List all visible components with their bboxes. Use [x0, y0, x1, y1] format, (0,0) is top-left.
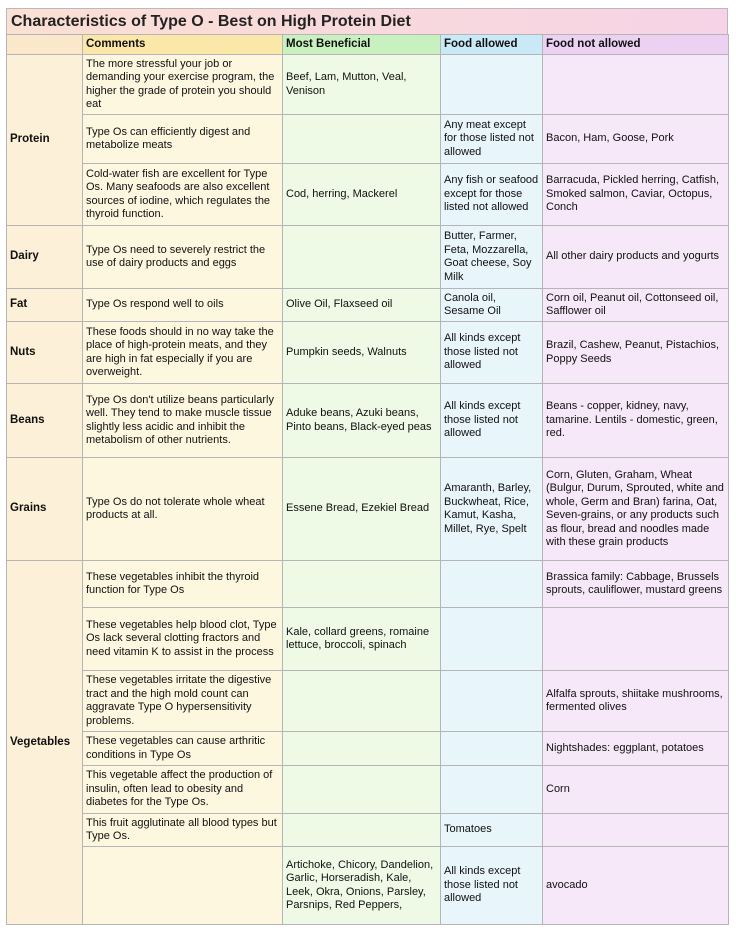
- category-beans: Beans: [7, 384, 83, 458]
- most-beneficial-cell: Beef, Lam, Mutton, Veal, Venison: [283, 55, 441, 115]
- most-beneficial-cell: Pumpkin seeds, Walnuts: [283, 322, 441, 384]
- food-not-allowed-cell: All other dairy products and yogurts: [543, 226, 729, 289]
- header-category: [7, 35, 83, 55]
- table-row: [7, 115, 729, 164]
- food-not-allowed-cell: [543, 55, 729, 115]
- food-not-allowed-cell: Bacon, Ham, Goose, Pork: [543, 115, 729, 164]
- comment-cell: This fruit agglutinate all blood types but Type Os.: [83, 814, 283, 847]
- comment-cell: These vegetables inhibit the thyroid function for Type Os: [83, 561, 283, 608]
- most-beneficial-cell: [283, 226, 441, 289]
- comment-cell: Type Os do not tolerate whole wheat products at all.: [83, 458, 283, 561]
- table-row: [7, 458, 729, 561]
- food-not-allowed-cell: avocado: [543, 847, 729, 925]
- comment-cell: These vegetables irritate the digestive tract and the high mold count can aggravate Type O hypersensitivity problems.: [83, 671, 283, 732]
- food-not-allowed-cell: Corn, Gluten, Graham, Wheat (Bulgur, Durum, Sprouted, white and whole, Germ and Bran) farina, Oat, Seven-grains, or any products such as flour, bread and noodles made with these grain products: [543, 458, 729, 561]
- comment-cell: Type Os need to severely restrict the use of dairy products and eggs: [83, 226, 283, 289]
- food-allowed-cell: Amaranth, Barley, Buckwheat, Rice, Kamut, Kasha, Millet, Rye, Spelt: [441, 458, 543, 561]
- header-food-allowed: Food allowed: [441, 35, 543, 55]
- most-beneficial-cell: [283, 732, 441, 766]
- table-row: [7, 814, 729, 847]
- category-fat: Fat: [7, 289, 83, 322]
- food-allowed-cell: [441, 561, 543, 608]
- food-not-allowed-cell: Beans - copper, kidney, navy, tamarine. Lentils - domestic, green, red.: [543, 384, 729, 458]
- table-row: [7, 384, 729, 458]
- most-beneficial-cell: Essene Bread, Ezekiel Bread: [283, 458, 441, 561]
- food-not-allowed-cell: Barracuda, Pickled herring, Catfish, Smoked salmon, Caviar, Octopus, Conch: [543, 164, 729, 226]
- food-allowed-cell: [441, 766, 543, 814]
- most-beneficial-cell: [283, 671, 441, 732]
- table-row: [7, 766, 729, 814]
- header-row: [7, 35, 729, 55]
- most-beneficial-cell: Kale, collard greens, romaine lettuce, broccoli, spinach: [283, 608, 441, 671]
- category-nuts: Nuts: [7, 322, 83, 384]
- table-row: [7, 732, 729, 766]
- food-allowed-cell: Tomatoes: [441, 814, 543, 847]
- food-allowed-cell: All kinds except those listed not allowed: [441, 322, 543, 384]
- header-food-not-allowed: Food not allowed: [543, 35, 729, 55]
- most-beneficial-cell: [283, 766, 441, 814]
- diet-chart: [6, 8, 728, 940]
- comment-cell: Type Os don't utilize beans particularly well. They tend to make muscle tissue slightly less acidic and inhibit the metabolism of other nutrients.: [83, 384, 283, 458]
- most-beneficial-cell: Artichoke, Chicory, Dandelion, Garlic, Horseradish, Kale, Leek, Okra, Onions, Parsley, Parsnips, Red Peppers,: [283, 847, 441, 925]
- comment-cell: The more stressful your job or demanding your exercise program, the higher the grade of protein you should eat: [83, 55, 283, 115]
- comment-cell: This vegetable affect the production of insulin, often lead to obesity and diabetes for the Type Os.: [83, 766, 283, 814]
- chart-title: Characteristics of Type O - Best on High Protein Diet: [6, 8, 728, 34]
- header-most-beneficial: Most Beneficial: [283, 35, 441, 55]
- food-allowed-cell: [441, 55, 543, 115]
- table-row: [7, 55, 729, 115]
- category-protein: Protein: [7, 55, 83, 226]
- food-allowed-cell: Butter, Farmer, Feta, Mozzarella, Goat cheese, Soy Milk: [441, 226, 543, 289]
- food-allowed-cell: All kinds except those listed not allowed: [441, 384, 543, 458]
- category-vegetables: Vegetables: [7, 561, 83, 925]
- most-beneficial-cell: Cod, herring, Mackerel: [283, 164, 441, 226]
- category-dairy: Dairy: [7, 226, 83, 289]
- table-row: [7, 847, 729, 925]
- food-allowed-cell: All kinds except those listed not allowed: [441, 847, 543, 925]
- food-allowed-cell: Any fish or seafood except for those listed not allowed: [441, 164, 543, 226]
- table-row: [7, 164, 729, 226]
- table-row: [7, 671, 729, 732]
- comment-cell: These foods should in no way take the place of high-protein meats, and they are high in fat especially if you are overweight.: [83, 322, 283, 384]
- most-beneficial-cell: [283, 561, 441, 608]
- comment-cell: These vegetables can cause arthritic conditions in Type Os: [83, 732, 283, 766]
- comment-cell: [83, 847, 283, 925]
- most-beneficial-cell: Olive Oil, Flaxseed oil: [283, 289, 441, 322]
- food-allowed-cell: [441, 671, 543, 732]
- category-grains: Grains: [7, 458, 83, 561]
- food-not-allowed-cell: Corn oil, Peanut oil, Cottonseed oil, Safflower oil: [543, 289, 729, 322]
- table-row: [7, 289, 729, 322]
- header-comments: Comments: [83, 35, 283, 55]
- food-allowed-cell: [441, 608, 543, 671]
- diet-table: [6, 34, 729, 925]
- comment-cell: Type Os can efficiently digest and metabolize meats: [83, 115, 283, 164]
- food-allowed-cell: [441, 732, 543, 766]
- comment-cell: Cold-water fish are excellent for Type Os. Many seafoods are also excellent sources of iodine, which regulates the thyroid function.: [83, 164, 283, 226]
- table-row: [7, 322, 729, 384]
- comment-cell: These vegetables help blood clot, Type Os lack several clotting fractors and need vitamin K to assist in the process: [83, 608, 283, 671]
- food-not-allowed-cell: Alfalfa sprouts, shiitake mushrooms, fermented olives: [543, 671, 729, 732]
- table-row: [7, 561, 729, 608]
- food-not-allowed-cell: Brazil, Cashew, Peanut, Pistachios, Poppy Seeds: [543, 322, 729, 384]
- comment-cell: Type Os respond well to oils: [83, 289, 283, 322]
- table-row: [7, 226, 729, 289]
- food-not-allowed-cell: Corn: [543, 766, 729, 814]
- food-not-allowed-cell: [543, 608, 729, 671]
- food-allowed-cell: Any meat except for those listed not allowed: [441, 115, 543, 164]
- table-row: [7, 608, 729, 671]
- food-not-allowed-cell: Nightshades: eggplant, potatoes: [543, 732, 729, 766]
- food-not-allowed-cell: Brassica family: Cabbage, Brussels sprouts, cauliflower, mustard greens: [543, 561, 729, 608]
- most-beneficial-cell: Aduke beans, Azuki beans, Pinto beans, Black-eyed peas: [283, 384, 441, 458]
- food-not-allowed-cell: [543, 814, 729, 847]
- food-allowed-cell: Canola oil, Sesame Oil: [441, 289, 543, 322]
- most-beneficial-cell: [283, 814, 441, 847]
- most-beneficial-cell: [283, 115, 441, 164]
